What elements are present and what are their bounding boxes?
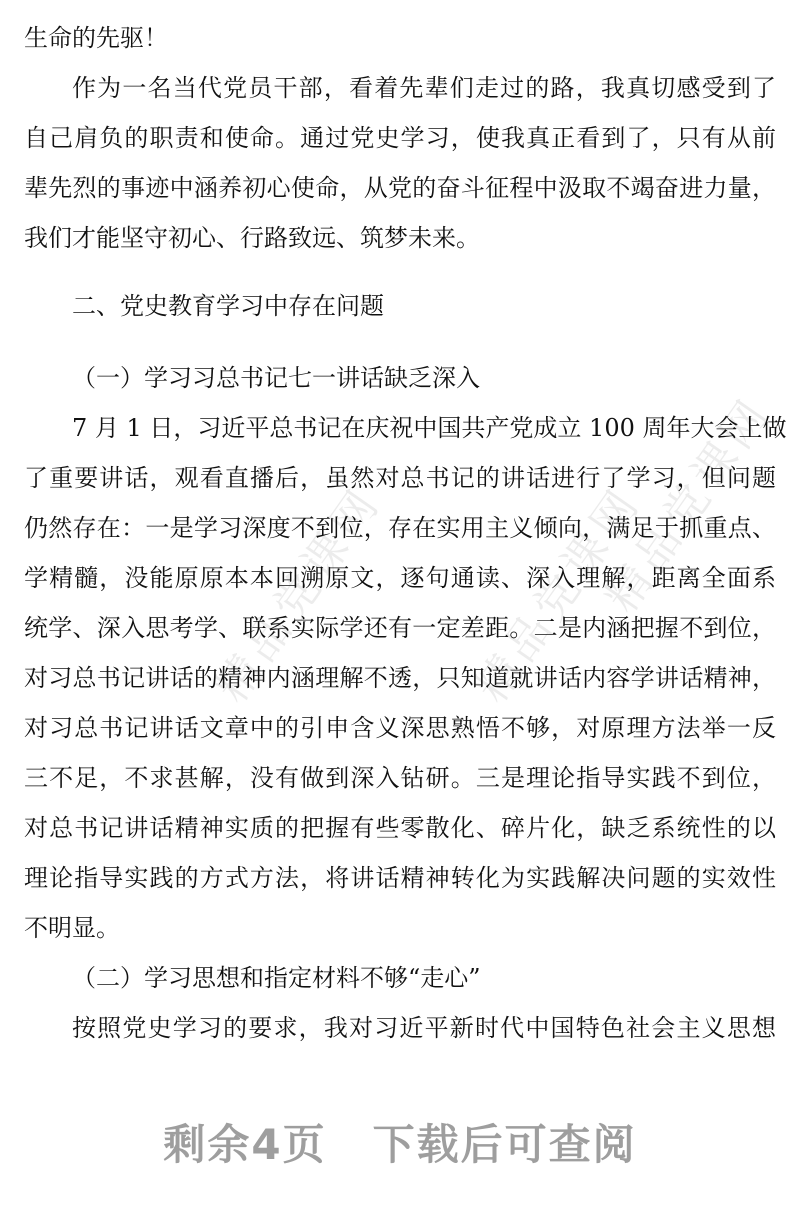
paragraph-line: 学精髓，没能原原本本回溯原文，逐句通读、深入理解，距离全面系 <box>24 564 776 592</box>
remaining-pages-banner[interactable] <box>0 1112 800 1172</box>
paragraph-line: 对习总书记讲话文章中的引申含义深思熟悟不够，对原理方法举一反 <box>24 714 776 742</box>
paragraph-line: 按照党史学习的要求，我对习近平新时代中国特色社会主义思想 <box>72 1014 776 1042</box>
paragraph-line: 对习总书记讲话的精神内涵理解不透，只知道就讲话内容学讲话精神， <box>24 664 776 692</box>
paragraph-line: 不明显。 <box>24 914 120 942</box>
paragraph-line: 我们才能坚守初心、行路致远、筑梦未来。 <box>24 224 480 252</box>
paragraph-line: 辈先烈的事迹中涵养初心使命，从党的奋斗征程中汲取不竭奋进力量， <box>24 174 776 202</box>
paragraph-line: 理论指导实践的方式方法，将讲话精神转化为实践解决问题的实效性 <box>24 864 776 892</box>
download-to-view-label: 下载后可查阅 <box>372 1120 637 1169</box>
subsection-heading: （二）学习思想和指定材料不够“走心” <box>72 964 481 992</box>
watermark: 精品党课网 <box>596 387 782 622</box>
paragraph-line: 生命的先驱！ <box>24 24 168 52</box>
watermark: 精品党课网 <box>206 477 392 712</box>
paragraph-line: 统学、深入思考学、联系实际学还有一定差距。二是内涵把握不到位， <box>24 614 776 642</box>
paragraph-line: 作为一名当代党员干部，看着先辈们走过的路，我真切感受到了 <box>72 74 776 102</box>
paragraph-line: 了重要讲话，观看直播后，虽然对总书记的讲话进行了学习，但问题 <box>24 464 776 492</box>
paragraph-line: 对总书记讲话精神实质的把握有些零散化、碎片化，缺乏系统性的以 <box>24 814 776 842</box>
paragraph-line: 自己肩负的职责和使命。通过党史学习，使我真正看到了，只有从前 <box>24 124 776 152</box>
paragraph-line: 仍然存在：一是学习深度不到位，存在实用主义倾向，满足于抓重点、 <box>24 514 776 542</box>
paragraph-line: 7 月 1 日，习近平总书记在庆祝中国共产党成立 100 周年大会上做 <box>72 414 787 442</box>
section-heading: 二、党史教育学习中存在问题 <box>72 292 384 320</box>
remaining-pages-label: 剩余4页 <box>163 1120 327 1169</box>
paragraph-line: 三不足，不求甚解，没有做到深入钻研。三是理论指导实践不到位， <box>24 764 776 792</box>
watermark: 精品党课网 <box>466 477 652 712</box>
subsection-heading: （一）学习习总书记七一讲话缺乏深入 <box>72 364 480 392</box>
